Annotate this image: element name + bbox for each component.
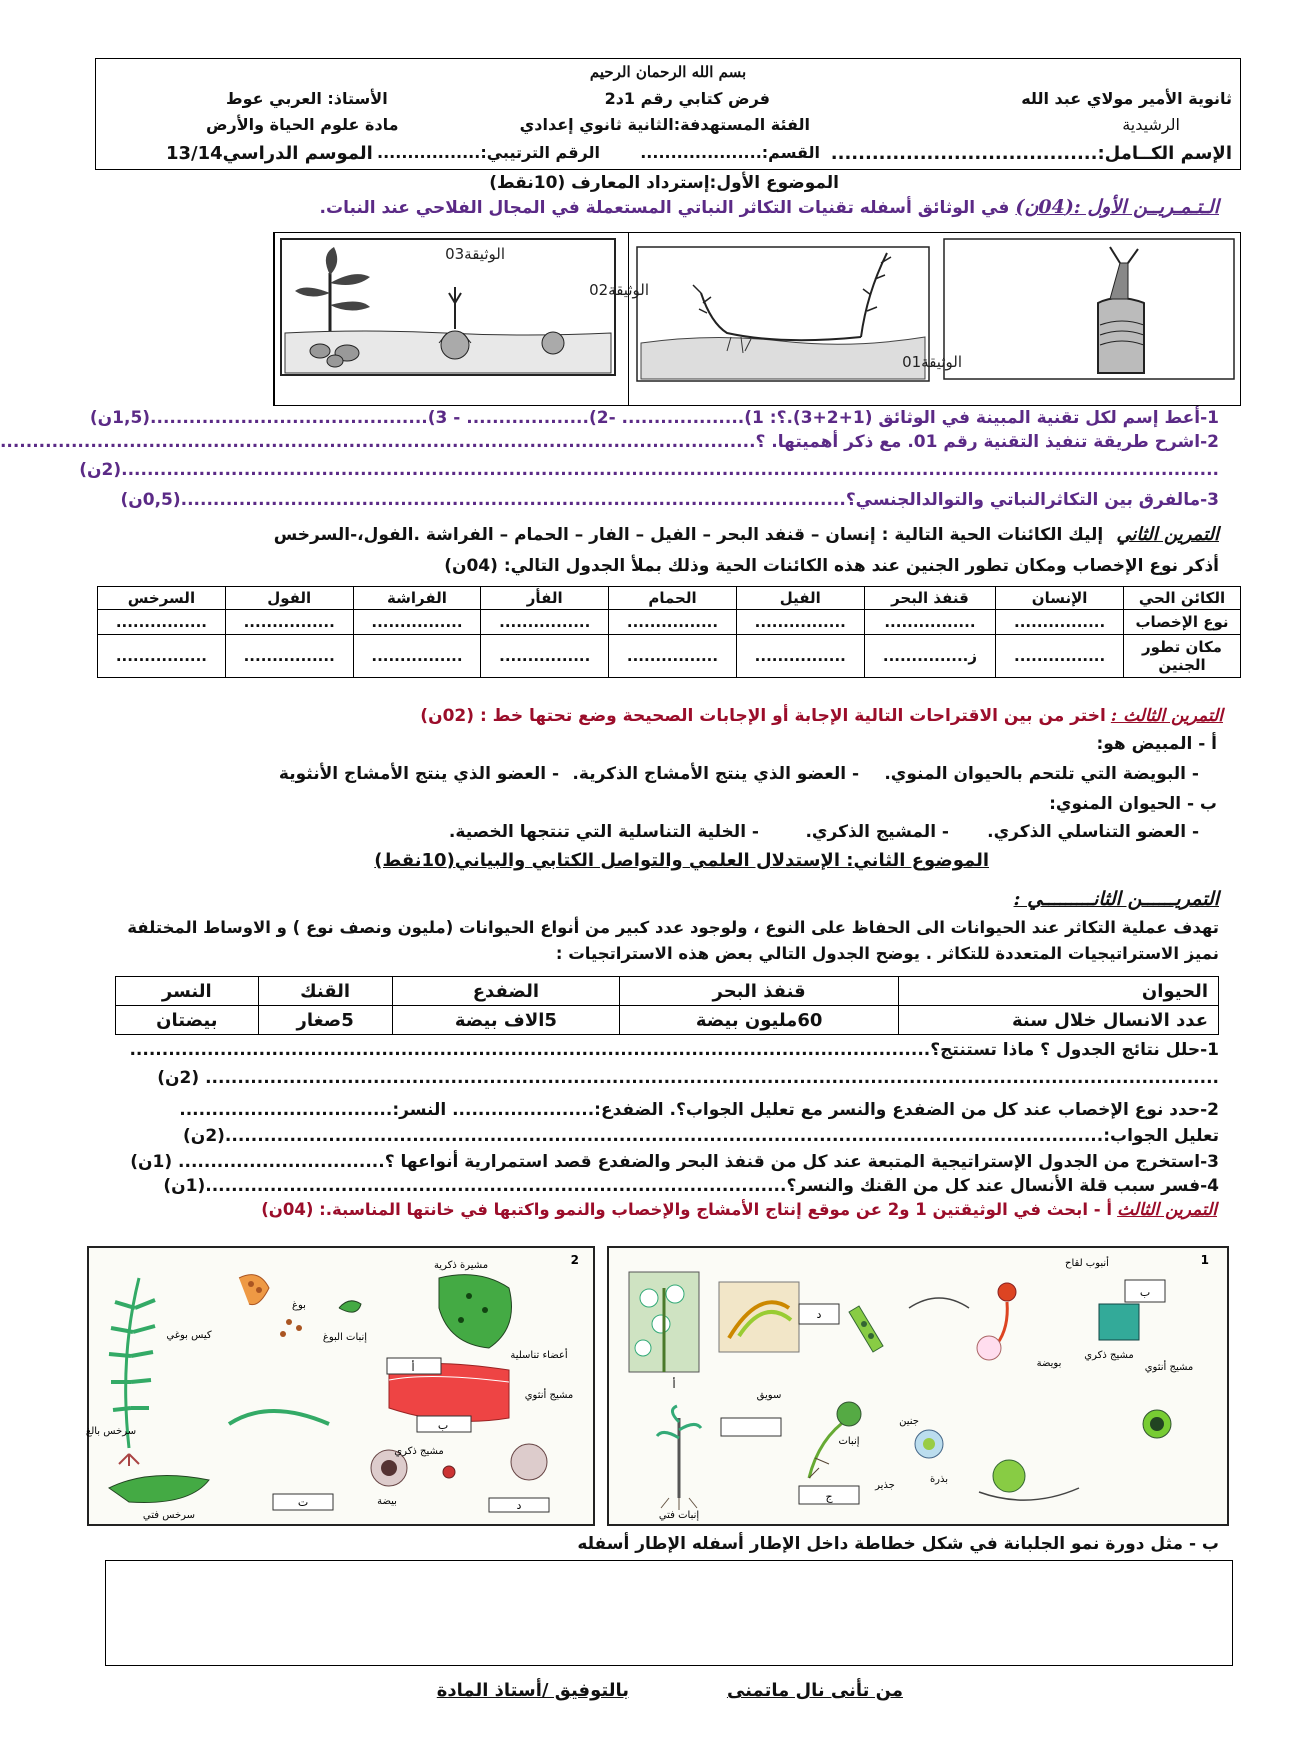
table-header-cell: الفراشة — [353, 587, 481, 610]
label-reproductive-organs: أعضاء تناسلية — [510, 1350, 568, 1361]
table-header-cell: الحمام — [609, 587, 737, 610]
label-young-plant: إنبات فتي — [658, 1510, 700, 1521]
label-male-gamete: مشيج ذكري — [1084, 1350, 1134, 1361]
school-name: ثانوية الأمير مولاي عبد الله — [1021, 89, 1232, 108]
ex1-documents — [273, 232, 1241, 406]
blank-box-t: ت — [297, 1496, 309, 1509]
ex5-statement: أ - ابحث في الوثيقتين 1 و2 عن موقع إنتاج الأمشاج والإخصاب والنمو واكتبها في خانتها المناسبة.: (04ن) — [261, 1200, 1112, 1219]
table-cell: بيضتان — [116, 1006, 259, 1035]
figure-number: 2 — [570, 1253, 579, 1267]
document-03 — [274, 233, 629, 405]
footer-signature: بالتوفيق /أستاذ المادة — [436, 1680, 629, 1701]
section-field[interactable]: القسم:.................... — [640, 143, 820, 162]
table-header-cell: الفول — [225, 587, 353, 610]
table-header-cell: الإنسان — [996, 587, 1124, 610]
basmala: بسم الله الرحمان الرحيم — [589, 63, 747, 81]
ex4-question-1-continued[interactable]: ............................................................................................................................................................. (2ن) — [157, 1068, 1219, 1088]
ex2-statement: إليك الكائنات الحية التالية : إنسان – قنفد البحر – الفيل – الفار – الحمام – الفراشة .الفول،-السرخس — [273, 525, 1104, 545]
ex4-title: التمريــــــن الثانـــــــــي : — [1013, 888, 1219, 910]
answer-cell[interactable]: ................ — [98, 635, 226, 678]
answer-cell[interactable]: ................ — [98, 610, 226, 635]
ex3-b-option-1[interactable]: - العضو التناسلي الذكري. — [987, 822, 1199, 842]
ex1-title: الـتـمـريــن الأول :(04ن) — [1015, 196, 1219, 218]
label-spore-germination: إنبات البوغ — [322, 1332, 368, 1343]
topic1-title: الموضوع الأول:إسترداد المعارف (10نقط) — [489, 173, 839, 193]
label-germination: إنبات — [838, 1436, 860, 1447]
blank-box-a: أ — [411, 1361, 415, 1374]
table-header-cell: الفأر — [481, 587, 609, 610]
ex2-title: التمرين الثاني — [1116, 524, 1219, 545]
figure-number: 1 — [1200, 1253, 1209, 1267]
table-cell: الحيوان — [899, 977, 1219, 1006]
row-label: نوع الإخصاب — [1124, 610, 1241, 635]
label-stem: سويق — [756, 1390, 782, 1401]
figure-1-plant-cycle — [607, 1246, 1229, 1526]
rank-field[interactable]: الرقم الترتيبي:................. — [377, 143, 600, 162]
ex4-question-2-continued[interactable]: تعليل الجواب:........................................................................................................................................(2ن) — [183, 1126, 1219, 1146]
ex4-question-2[interactable]: 2-حدد نوع الإخصاب عند كل من الضفدع والنسر مع تعليل الجواب؟. الضفدع:...................... النسر:................................. — [179, 1100, 1219, 1120]
answer-cell[interactable]: ................ — [864, 610, 996, 635]
table-row — [98, 610, 1241, 635]
school-season: الموسم الدراسي13/14 — [166, 143, 373, 164]
subject: مادة علوم الحياة والأرض — [206, 115, 399, 134]
table-header-row — [98, 587, 1241, 610]
table-header-row — [116, 977, 1219, 1006]
ex3-part-a-label: أ - المبيض هو: — [1096, 734, 1217, 754]
label-zygote: بيضة — [377, 1496, 397, 1507]
diagram-answer-box[interactable] — [105, 1560, 1233, 1666]
answer-cell[interactable]: ................ — [353, 635, 481, 678]
answer-cell[interactable]: ................ — [736, 635, 864, 678]
plant-life-cycle-diagram — [609, 1248, 1227, 1524]
answer-cell[interactable]: ................ — [481, 635, 609, 678]
label-sporangium: كيس بوغي — [166, 1330, 212, 1341]
ex5-part-b: ب - مثل دورة نمو الجلبانة في شكل خطاطة داخل الإطار أسفله الإطار أسفله — [577, 1534, 1219, 1554]
answer-cell[interactable]: ................ — [481, 610, 609, 635]
exam-title: فرض كتابي رقم 1د2 — [604, 89, 770, 108]
table-header-cell: الفيل — [736, 587, 864, 610]
topic2-title: الموضوع الثاني: الإستدلال العلمي والتواصل الكتابي والبياني(10نقط) — [374, 850, 989, 871]
blank-box-d: د — [516, 1499, 522, 1512]
ex3-b-option-3[interactable]: - الخلية التناسلية التي تنتجها الخصية. — [448, 822, 759, 842]
ex3-a-option-2[interactable]: - العضو الذي ينتج الأمشاج الذكرية. — [572, 764, 859, 784]
footer-proverb: من تأنى نال ماتمنى — [726, 1680, 903, 1701]
ex4-table — [115, 976, 1219, 1035]
ex3-heading — [420, 706, 1223, 726]
table-cell: 5الاف بيضة — [392, 1006, 620, 1035]
ex4-text-1: تهدف عملية التكاثر عند الحيوانات الى الحفاظ على النوع ، ولوجود عدد كبير من أنواع الحيوانات (مليون ونصف نوع ) و الاوساط المختلفة — [127, 918, 1219, 937]
blank-box-b: ب — [1139, 1286, 1151, 1299]
ex3-title: التمرين الثالث : — [1110, 706, 1223, 726]
label-young-fern: سرخس فتي — [142, 1510, 196, 1521]
answer-cell[interactable]: ................ — [996, 635, 1124, 678]
table-header-cell: قنفذ البحر — [864, 587, 996, 610]
table-row — [116, 1006, 1219, 1035]
blank-box-c: ج — [825, 1490, 833, 1503]
doc3-label: الوثيقة03 — [445, 245, 505, 263]
ex1-question-2-continued[interactable]: ..........................................................................................................................................................................(2ن) — [79, 460, 1219, 480]
answer-cell[interactable]: ................ — [225, 635, 353, 678]
doc1-label: الوثيقة01 — [902, 353, 962, 371]
table-cell: عدد الانسال خلال سنة — [899, 1006, 1219, 1035]
ex2-table — [97, 586, 1241, 678]
label-egg: بويضة — [1036, 1358, 1062, 1369]
answer-cell[interactable]: ................ — [736, 610, 864, 635]
table-header-cell: الكائن الحي — [1124, 587, 1241, 610]
ex2-heading — [274, 524, 1219, 545]
figure-2-fern-cycle — [87, 1246, 595, 1526]
label-male-gamete: مشيج ذكري — [394, 1446, 444, 1457]
table-cell: 60مليون بيضة — [620, 1006, 899, 1035]
answer-cell[interactable]: ................ — [225, 610, 353, 635]
table-cell: النسر — [116, 977, 259, 1006]
fern-life-cycle-diagram — [85, 1248, 593, 1524]
header-box — [95, 58, 1241, 170]
ex4-question-3[interactable]: 3-استخرج من الجدول الإستراتيجية المتبعة عند كل من قنفذ البحر والضفدع قصد استمرارية أنواعها ؟................................ (1ن) — [130, 1152, 1219, 1172]
ex3-b-option-2[interactable]: - المشيج الذكري. — [805, 822, 949, 842]
document-02 — [589, 233, 939, 405]
table-cell: القنك — [258, 977, 392, 1006]
grafting-illustration — [902, 233, 1240, 405]
layering-illustration — [589, 233, 939, 405]
blank-box-a: أ — [672, 1378, 676, 1391]
blank-box-d: د — [816, 1308, 822, 1321]
ex3-a-option-1[interactable]: - البويضة التي تلتحم بالحيوان المنوي. — [884, 764, 1199, 784]
label-adult-fern: سرخس بالغ — [85, 1426, 137, 1437]
target-class: الفئة المستهدفة:الثانية ثانوي إعدادي — [519, 115, 810, 134]
answer-cell[interactable]: ................ — [609, 635, 737, 678]
row-label: مكان تطور الجنين — [1124, 635, 1241, 678]
table-cell: قنفذ البحر — [620, 977, 899, 1006]
label-female-gamete: مشيج أنثوي — [1144, 1362, 1194, 1373]
ex1-statement: في الوثائق أسفله تقنيات التكاثر النباتي المستعملة في المجال الفلاحي عند النبات. — [319, 198, 1010, 218]
label-pollen-tube: أنبوب لقاح — [1065, 1258, 1109, 1269]
answer-cell[interactable]: ................ — [353, 610, 481, 635]
table-cell: الضفدع — [392, 977, 620, 1006]
plant-tuber-illustration — [275, 233, 629, 405]
document-01 — [902, 233, 1240, 405]
ex4-text-2: نميز الاستراتيجيات المتعددة للتكاثر . يوضح الجدول التالي بعض هذه الاستراتجيات : — [555, 944, 1219, 963]
ex1-question-2[interactable]: 2-اشرح طريقة تنفيذ التقنية رقم 01. مع ذكر أهميتها. ؟..................................................................................................................... — [0, 432, 1219, 452]
ex3-a-option-3[interactable]: - العضو الذي ينتج الأمشاج الأنثوية — [278, 764, 559, 784]
label-radicle: جذير — [875, 1480, 895, 1491]
label-female-gamete: مشيج أنثوي — [524, 1390, 574, 1401]
ex2-instruction: أذكر نوع الإخصاب ومكان تطور الجنين عند هذه الكائنات الحية وذلك بملأ الجدول التالي: (04ن) — [444, 556, 1219, 576]
table-row — [98, 635, 1241, 678]
table-cell: 5صغار — [258, 1006, 392, 1035]
label-spore: بوغ — [292, 1300, 306, 1311]
answer-cell[interactable]: ................ — [609, 610, 737, 635]
ex5-heading — [261, 1200, 1217, 1220]
label-antheridium: مشيرة ذكرية — [433, 1260, 489, 1271]
table-header-cell: السرخس — [98, 587, 226, 610]
label-seed: بذرة — [929, 1474, 949, 1485]
ex1-question-3[interactable]: 3-مالفرق بين التكاثرالنباتي والتوالدالجنسي؟.......................................................................................................(0,5ن) — [120, 490, 1219, 510]
ex3-part-b-label: ب - الحيوان المنوي: — [1049, 794, 1217, 814]
teacher-name: الأستاذ: العربي عوط — [226, 89, 388, 108]
answer-cell[interactable]: ز............... — [864, 635, 996, 678]
blank-box-b: ب — [437, 1419, 449, 1432]
ex3-statement: اختر من بين الاقتراحات التالية الإجابة أو الإجابات الصحيحة وضع تحتها خط : (02ن) — [420, 706, 1106, 726]
doc2-label: الوثيقة02 — [589, 281, 649, 299]
ex1-question-1[interactable]: 1-أعط إسم لكل تقنية المبينة في الوثائق (1+2+3).؟: 1)................... -2)................... - 3)...........................................(1,5ن) — [89, 408, 1219, 428]
ex1-heading — [320, 196, 1219, 218]
ex5-title: التمرين الثالث — [1117, 1200, 1217, 1220]
city: الرشيدية — [1122, 115, 1180, 134]
full-name-field[interactable]: الإسم الكــامل:....................................... — [830, 143, 1232, 164]
ex4-question-4[interactable]: 4-فسر سبب قلة الأنسال عند كل من القنك والنسر؟..........................................................................................(1ن) — [163, 1176, 1219, 1196]
label-embryo: جنين — [899, 1416, 919, 1427]
answer-cell[interactable]: ................ — [996, 610, 1124, 635]
ex4-question-1[interactable]: 1-حلل نتائج الجدول ؟ ماذا تستنتج؟............................................................................................................................ — [129, 1040, 1219, 1060]
